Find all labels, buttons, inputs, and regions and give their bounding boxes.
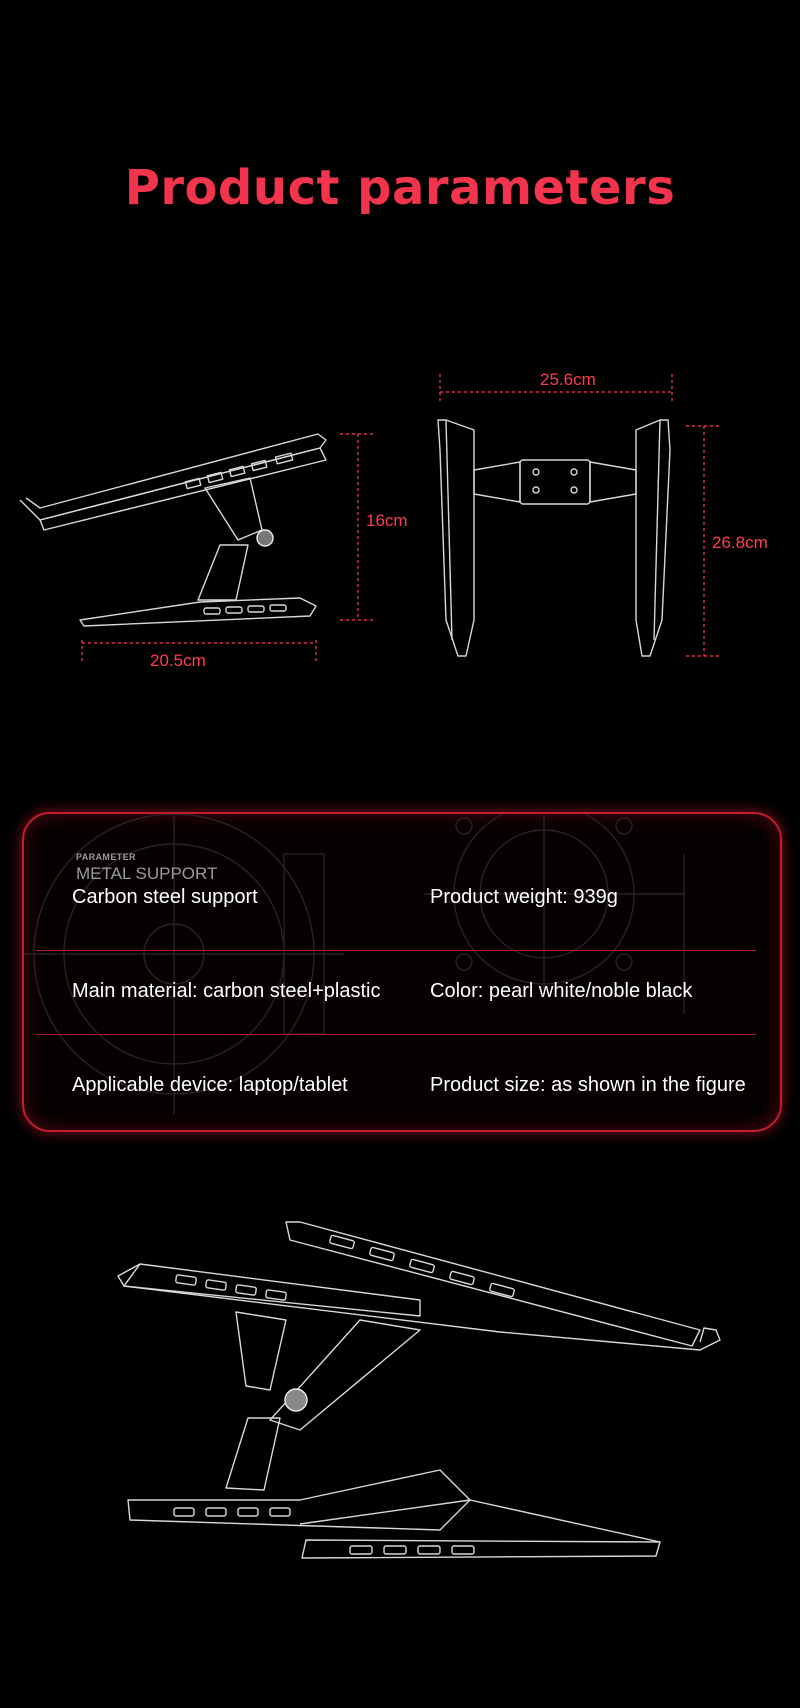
spec-material: Main material: carbon steel+plastic — [72, 980, 381, 1002]
perspective-illustration — [118, 1222, 720, 1558]
front-width-label: 25.6cm — [540, 370, 596, 389]
page-title: Product parameters — [124, 160, 676, 216]
side-height-label: 16cm — [366, 511, 408, 530]
side-length-label: 20.5cm — [150, 651, 206, 670]
spec-support: Carbon steel support — [72, 886, 258, 908]
parameter-panel — [22, 812, 782, 1132]
spec-color: Color: pearl white/noble black — [430, 980, 693, 1002]
spec-weight: Product weight: 939g — [430, 886, 618, 908]
divider-line — [36, 1034, 756, 1035]
side-view-illustration — [20, 434, 326, 626]
front-view-illustration — [438, 420, 670, 656]
panel-label-small: PARAMETER — [76, 852, 136, 862]
front-height-label: 26.8cm — [712, 533, 768, 552]
panel-label-big: METAL SUPPORT — [76, 864, 218, 883]
spec-device: Applicable device: laptop/tablet — [72, 1074, 348, 1096]
divider-line — [36, 950, 756, 951]
spec-size: Product size: as shown in the figure — [430, 1074, 746, 1096]
